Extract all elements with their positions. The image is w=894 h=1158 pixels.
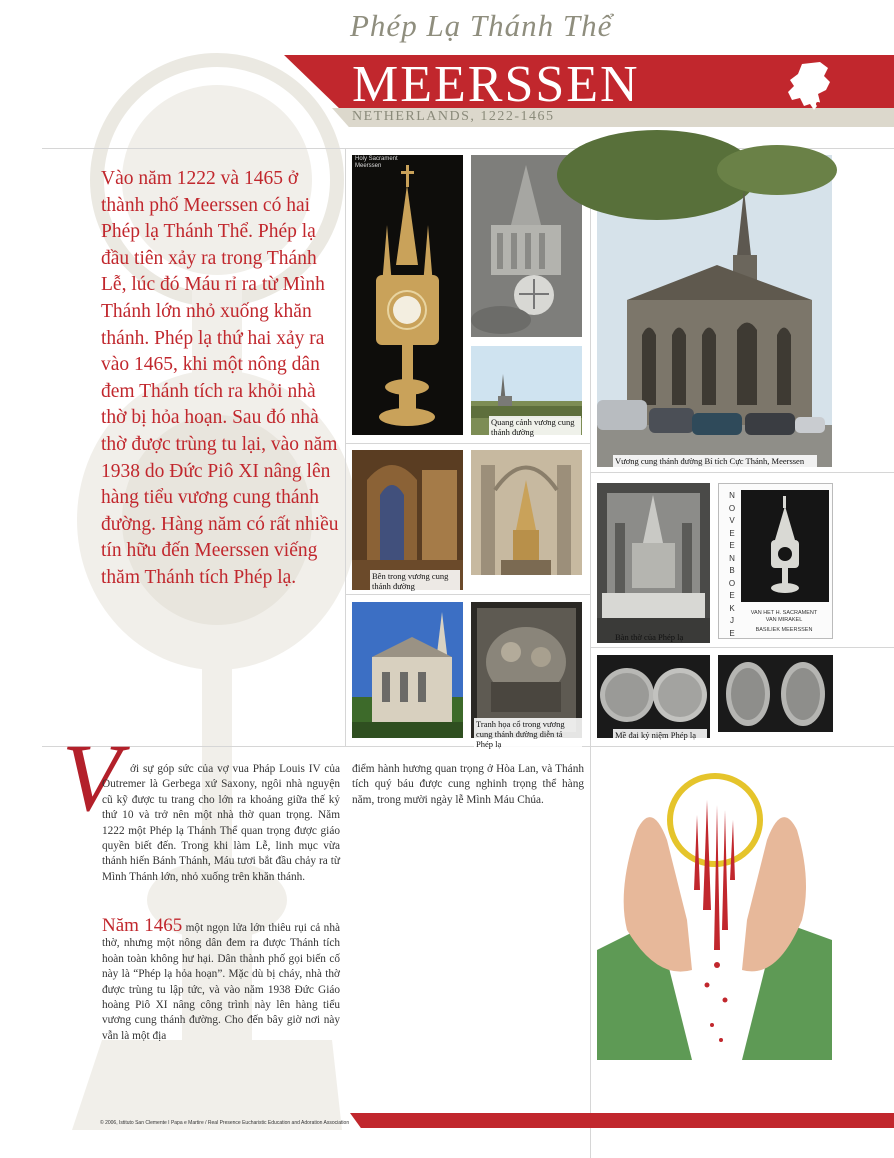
footer-copyright: © 2006, Istituto San Clemente I Papa e Martire / Real Presence Eucharistic Education and Adoration Association bbox=[100, 1120, 350, 1126]
painting-caption: Tranh họa cổ trong vương cung thánh đường diễn tả Phép lạ bbox=[474, 718, 582, 750]
grid-divider bbox=[590, 647, 894, 648]
grid-divider bbox=[590, 148, 591, 1158]
body-paragraph-3: điểm hành hương quan trọng ở Hòa Lan, và Thánh tích quý báu được cung nghinh trọng thể hàng năm, trong mười ngày lễ Mình Máu Chúa. bbox=[352, 763, 584, 806]
page-title: MEERSSEN bbox=[352, 56, 640, 113]
noveenboekje-title: N O V E E N B O E K J E bbox=[728, 491, 736, 638]
lead-paragraph: Vào năm 1222 và 1465 ở thành phố Meerssen có hai Phép lạ Thánh Thể. Phép lạ đầu tiên xảy ra trong Thánh Lễ, lúc đó Máu rỉ ra từ Mình Thánh lớn nhỏ xuống khăn thánh. Phép lạ thứ hai xảy ra vào 1465, khi một nông dân đem Thánh tích ra khỏi nhà thờ bị hỏa hoạn. Sau đó nhà thờ được trùng tu lại, vào năm 1938 do Đức Piô XI nâng lên hàng tiểu vương cung thánh đường. Hàng năm có rất nhiều tín hữu đến Meerssen viếng thăm Thánh tích Phép lạ. bbox=[101, 168, 339, 588]
interior-photo bbox=[352, 450, 463, 590]
medals-photo-left bbox=[597, 655, 710, 738]
grid-divider bbox=[345, 594, 590, 595]
monstrance-icon bbox=[741, 490, 829, 602]
landscape-photo bbox=[471, 346, 582, 435]
grid-divider bbox=[345, 443, 590, 444]
painting-photo bbox=[471, 602, 582, 749]
basilica-photo bbox=[597, 155, 832, 467]
monstrance-photo bbox=[352, 155, 463, 435]
monstrance-label-2: Meerssen bbox=[355, 163, 382, 169]
basilica-exterior-small-photo bbox=[352, 602, 463, 738]
page-subtitle: NETHERLANDS, 1222-1465 bbox=[352, 109, 555, 124]
miracle-host-illustration bbox=[597, 770, 832, 1060]
noveenboekje-line-1: VAN HET H. SACRAMENT bbox=[750, 610, 818, 616]
altar-caption: Bàn thờ của Phép lạ bbox=[615, 632, 684, 642]
basilica-caption: Vương cung thánh đường Bí tích Cực Thánh, Meerssen bbox=[613, 455, 817, 467]
altar-photo bbox=[597, 483, 710, 643]
interior-caption: Bên trong vương cung thánh đường bbox=[370, 570, 460, 592]
netherlands-map-icon bbox=[780, 60, 840, 112]
noveenboekje-line-2: VAN MIRAKEL bbox=[765, 617, 803, 623]
noveenboekje-caption bbox=[739, 610, 829, 634]
header-supertitle: Phép Lạ Thánh Thể bbox=[350, 8, 613, 43]
noveenboekje-line-3: BASILIEK MEERSSEN bbox=[755, 627, 813, 633]
monstrance-label-1: Holy Sacrament bbox=[355, 156, 398, 162]
medals-photo-right bbox=[718, 655, 833, 732]
footer-red-band bbox=[350, 1113, 894, 1128]
drop-cap: V bbox=[62, 724, 121, 831]
grid-divider bbox=[345, 148, 346, 746]
body-paragraph-2 bbox=[102, 915, 340, 1044]
medals-caption: Mề đai kỷ niệm Phép lạ bbox=[613, 729, 707, 741]
nave-photo bbox=[471, 450, 582, 575]
grid-divider bbox=[42, 746, 894, 747]
body-paragraph-2-lead: Năm 1465 bbox=[102, 915, 183, 936]
body-paragraph-1-text: ới sự góp sức của vợ vua Pháp Louis IV của Outremer là Gerbega xứ Saxony, ngôi nhà nguyện cũ kỹ được tu trang cho lớn ra khoảng giữa thế kỷ thứ 10 và trở nên một nhà thờ quan trọng. Năm 1222 một Phép lạ Thánh Thể quan trọng được giáo quyền biết đến. Trong khi làm Lễ, linh mục vừa thánh hiến Bánh Thánh, Máu tươi bắt đầu chảy ra từ Mình Thánh lớn, nhỏ xuống trên khăn thánh. bbox=[102, 763, 340, 883]
body-paragraph-1 bbox=[102, 762, 340, 885]
landscape-caption: Quang cảnh vương cung thánh đường bbox=[489, 416, 581, 438]
grid-divider bbox=[590, 472, 894, 473]
body-paragraph-2-text: một ngọn lửa lớn thiêu rụi cả nhà thờ, nhưng một nông dân đem ra được Thánh tích hoàn toàn không hư hại. Dân thành phố gọi biến cố này là “Phép lạ hỏa hoạn”. Mặc dù bị cháy, nhà thờ được trùng tu lập tức, và vào năm 1938 Đức Giáo hoàng Piô XI nâng công trình này lên hàng tiểu vương cung thánh đường. Cho đến bây giờ nơi này vẫn là một địa bbox=[102, 922, 340, 1042]
noveenboekje-cover bbox=[718, 483, 833, 639]
